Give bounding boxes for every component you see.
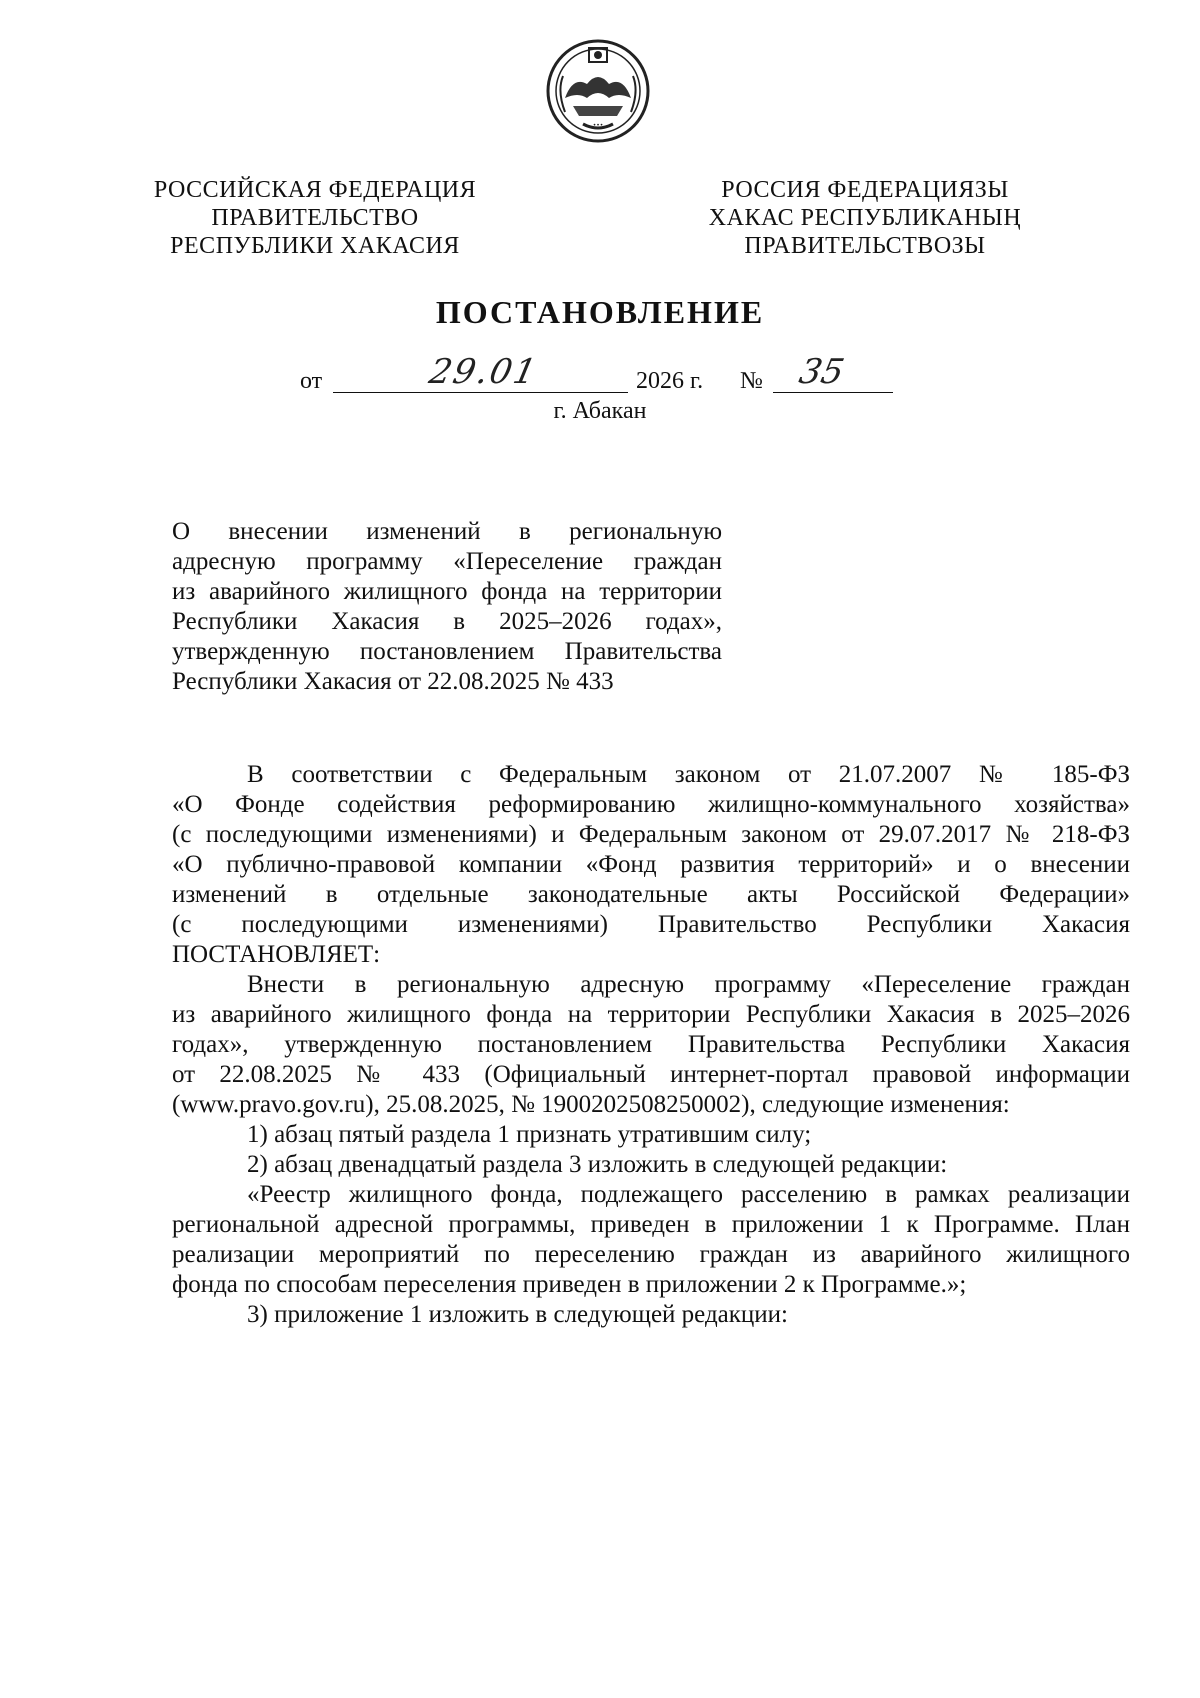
subject-line: из аварийного жилищного фонда на территории bbox=[172, 578, 722, 605]
document-title: ПОСТАНОВЛЕНИЕ bbox=[435, 294, 765, 330]
number-underline bbox=[773, 392, 893, 393]
header-right-line: РОССИЯ ФЕДЕРАЦИЯЗЫ bbox=[721, 177, 1009, 203]
body-line: 2) абзац двенадцатый раздела 3 изложить в следующей редакции: bbox=[247, 1151, 948, 1178]
body-line: (с последующими изменениями) Правительство Республики Хакасия bbox=[172, 911, 1130, 938]
subject-line: Республики Хакасия в 2025–2026 годах», bbox=[172, 608, 722, 635]
header-right-line: ПРАВИТЕЛЬСТВОЗЫ bbox=[744, 233, 986, 259]
header-right-line: ХАКАС РЕСПУБЛИКАНЫҢ bbox=[708, 205, 1022, 231]
body-line: от 22.08.2025 № 433 (Официальный интернет-портал правовой информации bbox=[172, 1061, 1130, 1088]
subject-line: адресную программу «Переселение граждан bbox=[172, 548, 722, 575]
body-line: 3) приложение 1 изложить в следующей редакции: bbox=[247, 1301, 788, 1328]
body-line: 1) абзац пятый раздела 1 признать утратившим силу; bbox=[247, 1121, 812, 1148]
body-line: реализации мероприятий по переселению граждан из аварийного жилищного bbox=[172, 1241, 1130, 1268]
date-year: 2026 г. bbox=[636, 368, 704, 394]
header-left-line: РЕСПУБЛИКИ ХАКАСИЯ bbox=[170, 233, 460, 259]
document-body bbox=[172, 760, 1130, 1330]
document-subject bbox=[172, 517, 722, 697]
subject-line: О внесении изменений в региональную bbox=[172, 518, 722, 545]
body-line: «Реестр жилищного фонда, подлежащего расселению в рамках реализации bbox=[247, 1181, 1130, 1208]
header-right bbox=[680, 176, 1050, 260]
body-line: Внести в региональную адресную программу «Переселение граждан bbox=[247, 971, 1130, 998]
header-left-line: ПРАВИТЕЛЬСТВО bbox=[211, 205, 419, 231]
body-line: (с последующими изменениями) и Федеральным законом от 29.07.2017 № 218-ФЗ bbox=[172, 821, 1130, 848]
subject-line: Республики Хакасия от 22.08.2025 № 433 bbox=[172, 668, 614, 695]
body-line: изменений в отдельные законодательные акты Российской Федерации» bbox=[172, 881, 1130, 908]
handwritten-number: 35 bbox=[795, 352, 848, 392]
handwritten-date: 29.01 bbox=[425, 352, 542, 392]
header-left bbox=[150, 176, 480, 260]
svg-text:•••: ••• bbox=[592, 122, 604, 129]
body-line: региональной адресной программы, приведен в приложении 1 к Программе. План bbox=[172, 1211, 1130, 1238]
body-line: фонда по способам переселения приведен в приложении 2 к Программе.»; bbox=[172, 1271, 967, 1298]
number-sign: № bbox=[740, 368, 763, 394]
body-line: из аварийного жилищного фонда на территории Республики Хакасия в 2025–2026 bbox=[172, 1001, 1130, 1028]
date-prefix: от bbox=[300, 368, 323, 394]
body-line: В соответствии с Федеральным законом от 21.07.2007 № 185-ФЗ bbox=[247, 761, 1130, 788]
body-line: «О публично-правовой компании «Фонд развития территорий» и о внесении bbox=[172, 851, 1130, 878]
city: г. Абакан bbox=[553, 398, 647, 424]
subject-line: утвержденную постановлением Правительства bbox=[172, 638, 722, 665]
date-underline bbox=[333, 392, 628, 393]
body-line: (www.pravo.gov.ru), 25.08.2025, № 1900202508250002), следующие изменения: bbox=[172, 1091, 1010, 1118]
body-line: «О Фонде содействия реформированию жилищно-коммунального хозяйства» bbox=[172, 791, 1130, 818]
body-line: ПОСТАНОВЛЯЕТ: bbox=[172, 941, 381, 968]
body-line: годах», утвержденную постановлением Правительства Республики Хакасия bbox=[172, 1031, 1130, 1058]
header-left-line: РОССИЙСКАЯ ФЕДЕРАЦИЯ bbox=[153, 177, 477, 203]
khakassia-coat-of-arms-icon bbox=[543, 36, 653, 146]
